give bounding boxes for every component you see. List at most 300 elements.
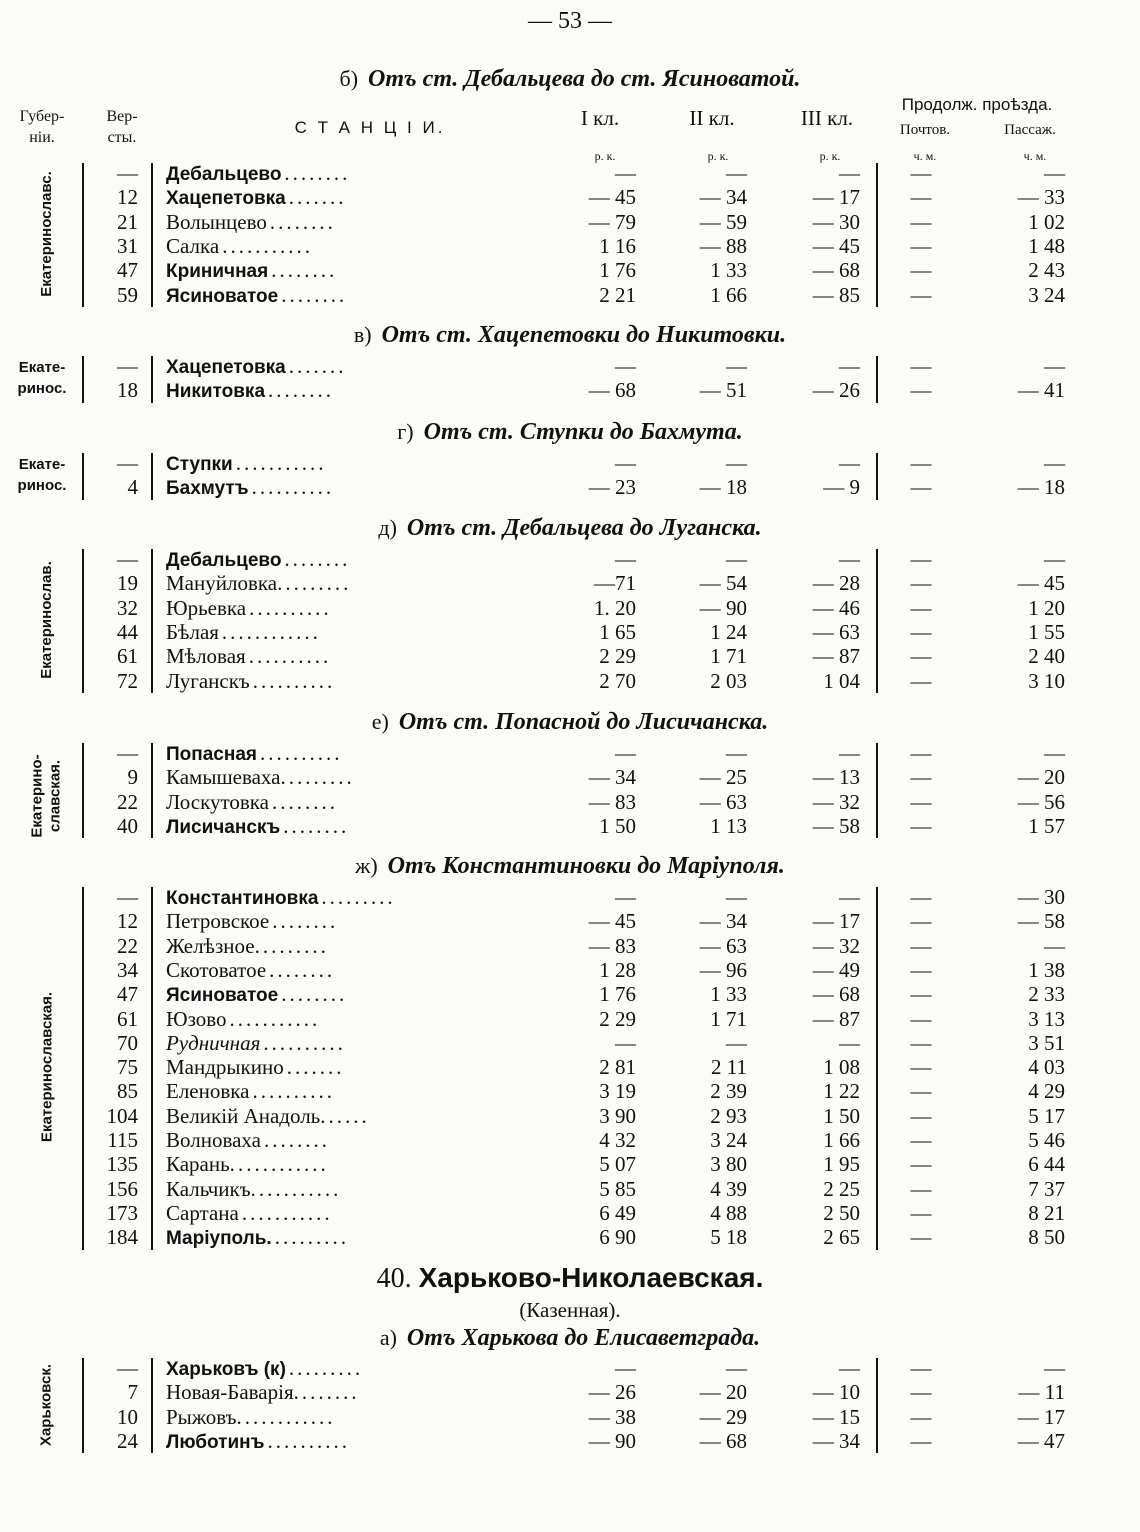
station-name: [166, 934, 329, 958]
dot-leader: .......: [288, 354, 347, 378]
versty-value: 173: [106, 1200, 138, 1225]
station-name: [166, 909, 338, 933]
fare-class1: 6 90: [599, 1225, 636, 1250]
section-route: Отъ ст. Попасной до Лисичанска.: [398, 709, 769, 735]
fare-class3: — 68: [812, 982, 860, 1007]
gubernia-label: Екатерино- славская.: [29, 754, 64, 838]
station-name: [166, 161, 350, 185]
fare-class3: — 45: [812, 233, 860, 258]
passenger-time: 2 33: [1028, 982, 1065, 1007]
station-label: Юзово: [166, 1006, 227, 1031]
passenger-time: — 17: [1017, 1404, 1065, 1429]
fare-class2: 2 11: [711, 1055, 747, 1080]
station-label: Ясиноватое: [166, 285, 279, 307]
fare-class1: 2 81: [599, 1055, 636, 1080]
fare-class1: — 23: [588, 475, 636, 500]
fare-class2: — 88: [699, 233, 747, 258]
passenger-time: —: [1044, 547, 1065, 571]
postal-time: —: [910, 1200, 932, 1225]
section-letter: в): [353, 322, 372, 347]
passenger-time: 3 51: [1028, 1030, 1065, 1055]
versty-value: 22: [117, 789, 138, 814]
column-rule: [876, 1358, 878, 1453]
column-rule: [876, 887, 878, 1250]
versty-value: 34: [117, 957, 138, 982]
dot-leader: .......: [286, 1055, 345, 1080]
versty-value: —: [117, 741, 138, 765]
station-label: Мандрыкино: [166, 1055, 284, 1080]
versty-value: 32: [117, 595, 138, 620]
postal-time: —: [910, 982, 932, 1007]
fare-class1: 5 85: [599, 1176, 636, 1201]
fare-class1: — 68: [588, 378, 636, 403]
station-name: [166, 958, 335, 982]
fare-class2: —: [726, 161, 747, 185]
versty-value: 72: [117, 668, 138, 693]
station-label: Ясиноватое: [166, 985, 279, 1007]
fare-class3: — 87: [812, 1006, 860, 1031]
gubernia-label: Екатеринославская.: [38, 992, 55, 1143]
versty-value: 135: [106, 1152, 138, 1177]
fare-class1: 4 32: [599, 1128, 636, 1152]
station-label: Дебальцево: [166, 550, 282, 571]
fare-class3: — 85: [812, 282, 860, 307]
versty-value: 59: [117, 282, 138, 307]
station-label: Мѣловая: [166, 644, 246, 669]
postal-time: —: [910, 1428, 932, 1453]
section-title: [0, 515, 1140, 542]
fare-class2: — 59: [699, 209, 747, 234]
fare-class2: 4 39: [710, 1176, 747, 1201]
dot-leader: ...........: [222, 233, 313, 258]
dot-leader: ........: [288, 765, 355, 790]
dot-leader: ........: [284, 547, 351, 571]
versty-value: —: [117, 354, 138, 378]
dot-leader: ...........: [237, 1152, 329, 1177]
passenger-time: — 41: [1017, 378, 1065, 403]
postal-time: —: [910, 933, 932, 958]
passenger-time: 7 37: [1028, 1176, 1065, 1201]
section-route: Отъ Харькова до Елисаветграда.: [406, 1325, 761, 1351]
fare-class3: — 28: [812, 571, 860, 596]
dot-leader: ........: [269, 957, 336, 982]
dot-leader: .......: [288, 185, 347, 210]
fare-class2: 3 80: [710, 1152, 747, 1177]
fare-class1: — 45: [588, 909, 636, 934]
header-class3: III кл.: [800, 106, 854, 130]
fare-class1: — 90: [588, 1428, 636, 1453]
station-label: Люботинъ: [166, 1431, 265, 1453]
fare-class3: — 63: [812, 619, 860, 644]
postal-time: —: [910, 1152, 932, 1177]
station-name: [166, 258, 337, 282]
versty-value: 61: [117, 1006, 138, 1031]
passenger-time: — 30: [1017, 885, 1065, 909]
fare-class3: — 32: [812, 933, 860, 958]
fare-class1: 1 65: [599, 619, 636, 644]
postal-time: —: [910, 1030, 932, 1055]
fare-class2: 1 71: [710, 1006, 747, 1031]
dot-leader: .....: [328, 1103, 370, 1128]
fare-class3: — 26: [812, 378, 860, 403]
fare-class1: 1 16: [599, 233, 636, 258]
station-name: [166, 790, 338, 814]
station-label: Марiуполь.: [166, 1228, 272, 1250]
dot-leader: ..........: [260, 741, 343, 765]
header-class1: I кл.: [580, 106, 620, 130]
fare-class2: —: [726, 354, 747, 378]
fare-class2: —: [726, 741, 747, 765]
station-name: [166, 1429, 350, 1453]
section-route: Отъ Константиновки до Марiуполя.: [387, 853, 785, 879]
fare-class1: — 79: [588, 209, 636, 234]
fare-class2: 1 33: [710, 258, 747, 283]
station-name: [166, 1128, 330, 1152]
dot-leader: .........: [321, 885, 396, 909]
fare-class1: 6 49: [599, 1200, 636, 1225]
fare-class3: —: [839, 1356, 860, 1380]
station-name: [166, 765, 355, 789]
fare-class1: 2 21: [599, 282, 636, 307]
fare-class3: — 17: [812, 185, 860, 210]
versty-value: 184: [106, 1225, 138, 1250]
station-label: Салка: [166, 233, 220, 258]
passenger-time: —: [1044, 933, 1065, 958]
dot-leader: ........: [272, 789, 338, 814]
fare-class2: —: [726, 547, 747, 571]
station-name: [166, 1356, 363, 1380]
fare-class2: — 18: [699, 475, 747, 500]
railway-heading: [0, 1262, 1140, 1295]
gubernia-label: Екате- ринос.: [17, 359, 67, 397]
dot-leader: ........: [272, 909, 339, 934]
station-label: Хацепетовка: [166, 357, 286, 378]
versty-value: 10: [117, 1404, 138, 1429]
station-name: [166, 451, 326, 475]
versty-value: —: [117, 547, 138, 571]
section-route: Отъ ст. Ступки до Бахмута.: [423, 419, 743, 445]
postal-time: —: [910, 451, 932, 475]
railway-name: Харьково-Николаевская.: [418, 1262, 764, 1293]
column-rule: [151, 453, 153, 500]
fare-class3: — 30: [812, 209, 860, 234]
fare-class3: — 32: [812, 789, 860, 814]
postal-time: —: [910, 765, 932, 790]
passenger-time: 4 29: [1028, 1079, 1065, 1104]
station-label: Скотоватое: [166, 957, 267, 982]
dot-leader: ..........: [252, 1079, 335, 1104]
passenger-time: 1 55: [1028, 619, 1065, 644]
dot-leader: .........: [274, 1225, 349, 1250]
fare-class1: 1 76: [599, 982, 636, 1007]
fare-class3: —: [839, 451, 860, 475]
header-rk1: р. к.: [594, 149, 616, 163]
passenger-time: 5 17: [1028, 1103, 1065, 1128]
station-name: [166, 234, 313, 258]
passenger-time: 8 50: [1028, 1225, 1065, 1250]
fare-class3: —: [839, 885, 860, 909]
station-name: [166, 741, 343, 765]
fare-class2: — 54: [699, 571, 747, 596]
dot-leader: ........: [283, 813, 350, 838]
station-name: [166, 1177, 341, 1201]
section-route: Отъ ст. Дебальцева до ст. Ясиноватой.: [368, 66, 801, 92]
station-label: Попасная: [166, 744, 258, 765]
postal-time: —: [910, 258, 932, 283]
section-letter: д): [378, 515, 397, 540]
passenger-time: — 20: [1017, 765, 1065, 790]
dot-leader: .........: [288, 1356, 364, 1380]
section-title: [0, 709, 1140, 736]
station-label: Константиновка: [166, 888, 319, 909]
fare-class1: 2 29: [599, 1006, 636, 1031]
section-letter: а): [379, 1325, 397, 1350]
versty-value: —: [117, 161, 138, 185]
fare-class2: 2 39: [710, 1079, 747, 1104]
fare-class1: 3 19: [599, 1079, 636, 1104]
section-letter: е): [371, 709, 389, 734]
fare-class2: —: [726, 451, 747, 475]
fare-class3: —: [839, 1030, 860, 1055]
fare-class1: 3 90: [599, 1103, 636, 1128]
fare-class1: —: [615, 1356, 636, 1380]
gubernia-label: Екатеринослав.: [38, 561, 56, 679]
railway-number: 40.: [376, 1263, 412, 1294]
fare-class2: 1 66: [710, 282, 747, 307]
passenger-time: 6 44: [1028, 1152, 1065, 1177]
station-label: Мануйловка.: [166, 571, 283, 596]
postal-time: —: [910, 233, 932, 258]
dot-leader: ...........: [229, 1006, 321, 1031]
postal-time: —: [910, 1176, 932, 1201]
fare-class1: —: [615, 1030, 636, 1055]
postal-time: —: [910, 475, 932, 500]
gubernia-label: Харьковск.: [38, 1363, 55, 1446]
postal-time: —: [910, 957, 932, 982]
passenger-time: — 33: [1017, 185, 1065, 210]
fare-class2: — 51: [699, 378, 747, 403]
passenger-time: —: [1044, 354, 1065, 378]
dot-leader: ........: [262, 933, 329, 958]
station-label: Харьковъ (к): [166, 1359, 286, 1380]
fare-class2: — 90: [699, 595, 747, 620]
fare-class1: 1 50: [599, 813, 636, 838]
fare-class1: — 26: [588, 1380, 636, 1405]
station-name: [166, 620, 321, 644]
station-name: [166, 1031, 346, 1055]
postal-time: —: [910, 1079, 932, 1104]
station-label: Лоскутовка: [166, 789, 269, 814]
versty-value: 18: [117, 378, 138, 403]
station-label: Карань.: [166, 1152, 235, 1177]
versty-value: 85: [117, 1079, 138, 1104]
fare-class2: —: [726, 1030, 747, 1055]
section-title: [0, 853, 1140, 880]
fare-class3: 2 25: [823, 1176, 860, 1201]
station-label: Еленовка: [166, 1079, 250, 1104]
passenger-time: 1 57: [1028, 813, 1065, 838]
postal-time: —: [910, 595, 932, 620]
postal-time: —: [910, 1055, 932, 1080]
station-label: Криничная: [166, 261, 269, 283]
fare-class1: — 83: [588, 789, 636, 814]
dot-leader: ..........: [258, 1176, 342, 1201]
station-label: Кальчикъ.: [166, 1176, 256, 1201]
fare-class1: — 38: [588, 1404, 636, 1429]
section-title: [0, 419, 1140, 446]
station-label: Сартана: [166, 1200, 239, 1225]
passenger-time: 1 02: [1028, 209, 1065, 234]
versty-value: 12: [117, 909, 138, 934]
postal-time: —: [910, 885, 932, 909]
fare-class1: 1 28: [599, 957, 636, 982]
fare-class1: 2 70: [599, 668, 636, 693]
passenger-time: 2 43: [1028, 258, 1065, 283]
postal-time: —: [910, 1404, 932, 1429]
fare-class2: —: [726, 1356, 747, 1380]
header-rk3: р. к.: [819, 149, 841, 163]
versty-value: 21: [117, 209, 138, 234]
dot-leader: ........: [271, 258, 338, 283]
passenger-time: 3 10: [1028, 668, 1065, 693]
versty-value: 70: [117, 1030, 138, 1055]
fare-class1: —: [615, 161, 636, 185]
postal-time: —: [910, 668, 932, 693]
versty-value: 61: [117, 644, 138, 669]
fare-class3: —: [839, 741, 860, 765]
fare-class1: — 45: [588, 185, 636, 210]
dot-leader: ........: [281, 282, 348, 307]
fare-class2: — 63: [699, 789, 747, 814]
station-name: [166, 1225, 349, 1249]
fare-class2: 5 18: [710, 1225, 747, 1250]
passenger-time: —: [1044, 451, 1065, 475]
station-label: Никитовка: [166, 381, 266, 403]
passenger-time: —: [1044, 1356, 1065, 1380]
dot-leader: ........: [284, 161, 351, 185]
fare-class3: —: [839, 161, 860, 185]
station-name: [166, 1405, 336, 1429]
section-letter: г): [397, 419, 414, 444]
station-name: [166, 571, 351, 595]
station-label: Великiй Анадоль.: [166, 1103, 326, 1128]
postal-time: —: [910, 547, 932, 571]
versty-value: 47: [117, 982, 138, 1007]
column-rule: [151, 549, 153, 693]
fare-class1: 1 76: [599, 258, 636, 283]
station-label: Бѣлая: [166, 619, 219, 644]
fare-class2: — 34: [699, 909, 747, 934]
fare-class1: —: [615, 547, 636, 571]
station-name: [166, 814, 349, 838]
station-name: [166, 1152, 329, 1176]
station-label: Лисичанскъ: [166, 816, 281, 838]
fare-class2: — 20: [699, 1380, 747, 1405]
postal-time: —: [910, 741, 932, 765]
fare-class3: —: [839, 547, 860, 571]
passenger-time: 4 03: [1028, 1055, 1065, 1080]
fare-class2: 1 71: [710, 644, 747, 669]
column-rule: [151, 743, 153, 838]
postal-time: —: [910, 1356, 932, 1380]
postal-time: —: [910, 282, 932, 307]
section-letter: ж): [355, 853, 378, 878]
postal-time: —: [910, 354, 932, 378]
fare-class3: — 15: [812, 1404, 860, 1429]
postal-time: —: [910, 1380, 932, 1405]
versty-value: 115: [107, 1128, 138, 1152]
section-title: [0, 66, 1140, 93]
header-rk2: р. к.: [707, 149, 729, 163]
fare-class3: — 17: [812, 909, 860, 934]
fare-class3: — 10: [812, 1380, 860, 1405]
versty-value: 156: [106, 1176, 138, 1201]
section-route: Отъ ст. Хацепетовки до Никитовки.: [381, 322, 787, 348]
postal-time: —: [910, 185, 932, 210]
fare-class3: — 49: [812, 957, 860, 982]
station-label: Волынцево: [166, 209, 267, 234]
station-label: Камышеваха.: [166, 765, 286, 790]
station-name: [166, 283, 347, 307]
passenger-time: — 11: [1018, 1380, 1065, 1405]
dot-leader: ........: [268, 378, 335, 403]
section-letter: б): [339, 66, 359, 91]
dot-leader: ........: [281, 982, 348, 1007]
railway-subtitle: (Казенная).: [519, 1298, 621, 1322]
fare-class2: 2 03: [710, 668, 747, 693]
fare-class2: 1 13: [710, 813, 747, 838]
station-name: [166, 644, 331, 668]
versty-value: —: [117, 885, 138, 909]
station-name: [166, 669, 335, 693]
passenger-time: — 56: [1017, 789, 1065, 814]
station-label: Луганскъ: [166, 668, 250, 693]
page-number: — 53 —: [528, 8, 612, 34]
station-name: [166, 1380, 360, 1404]
station-label: Бахмутъ: [166, 478, 249, 500]
section-route: Отъ ст. Дебальцева до Луганска.: [406, 515, 762, 541]
postal-time: —: [910, 209, 932, 234]
dot-leader: ........: [285, 571, 352, 596]
passenger-time: 5 46: [1028, 1128, 1065, 1152]
postal-time: —: [910, 619, 932, 644]
gubernia-label: Екатеринославс.: [38, 171, 56, 297]
station-label: Желѣзное.: [166, 933, 260, 958]
passenger-time: 2 40: [1028, 644, 1065, 669]
fare-class2: 2 93: [710, 1103, 747, 1128]
postal-time: —: [910, 1006, 932, 1031]
versty-value: 19: [117, 571, 138, 596]
station-label: Юрьевка: [166, 595, 247, 620]
fare-class2: — 63: [699, 933, 747, 958]
postal-time: —: [910, 161, 932, 185]
fare-class1: 2 29: [599, 644, 636, 669]
fare-class3: 1 08: [823, 1055, 860, 1080]
station-name: [166, 1079, 335, 1103]
versty-value: 7: [127, 1380, 138, 1405]
fare-class3: 1 50: [823, 1103, 860, 1128]
header-class2: II кл.: [689, 106, 735, 130]
station-name: [166, 547, 350, 571]
postal-time: —: [910, 1225, 932, 1250]
postal-time: —: [910, 789, 932, 814]
column-rule: [876, 163, 878, 307]
column-rule: [151, 163, 153, 307]
postal-time: —: [910, 1103, 932, 1128]
dot-leader: ...........: [241, 1200, 333, 1225]
fare-class2: 3 24: [710, 1128, 747, 1152]
station-label: Дебальцево: [166, 164, 282, 185]
